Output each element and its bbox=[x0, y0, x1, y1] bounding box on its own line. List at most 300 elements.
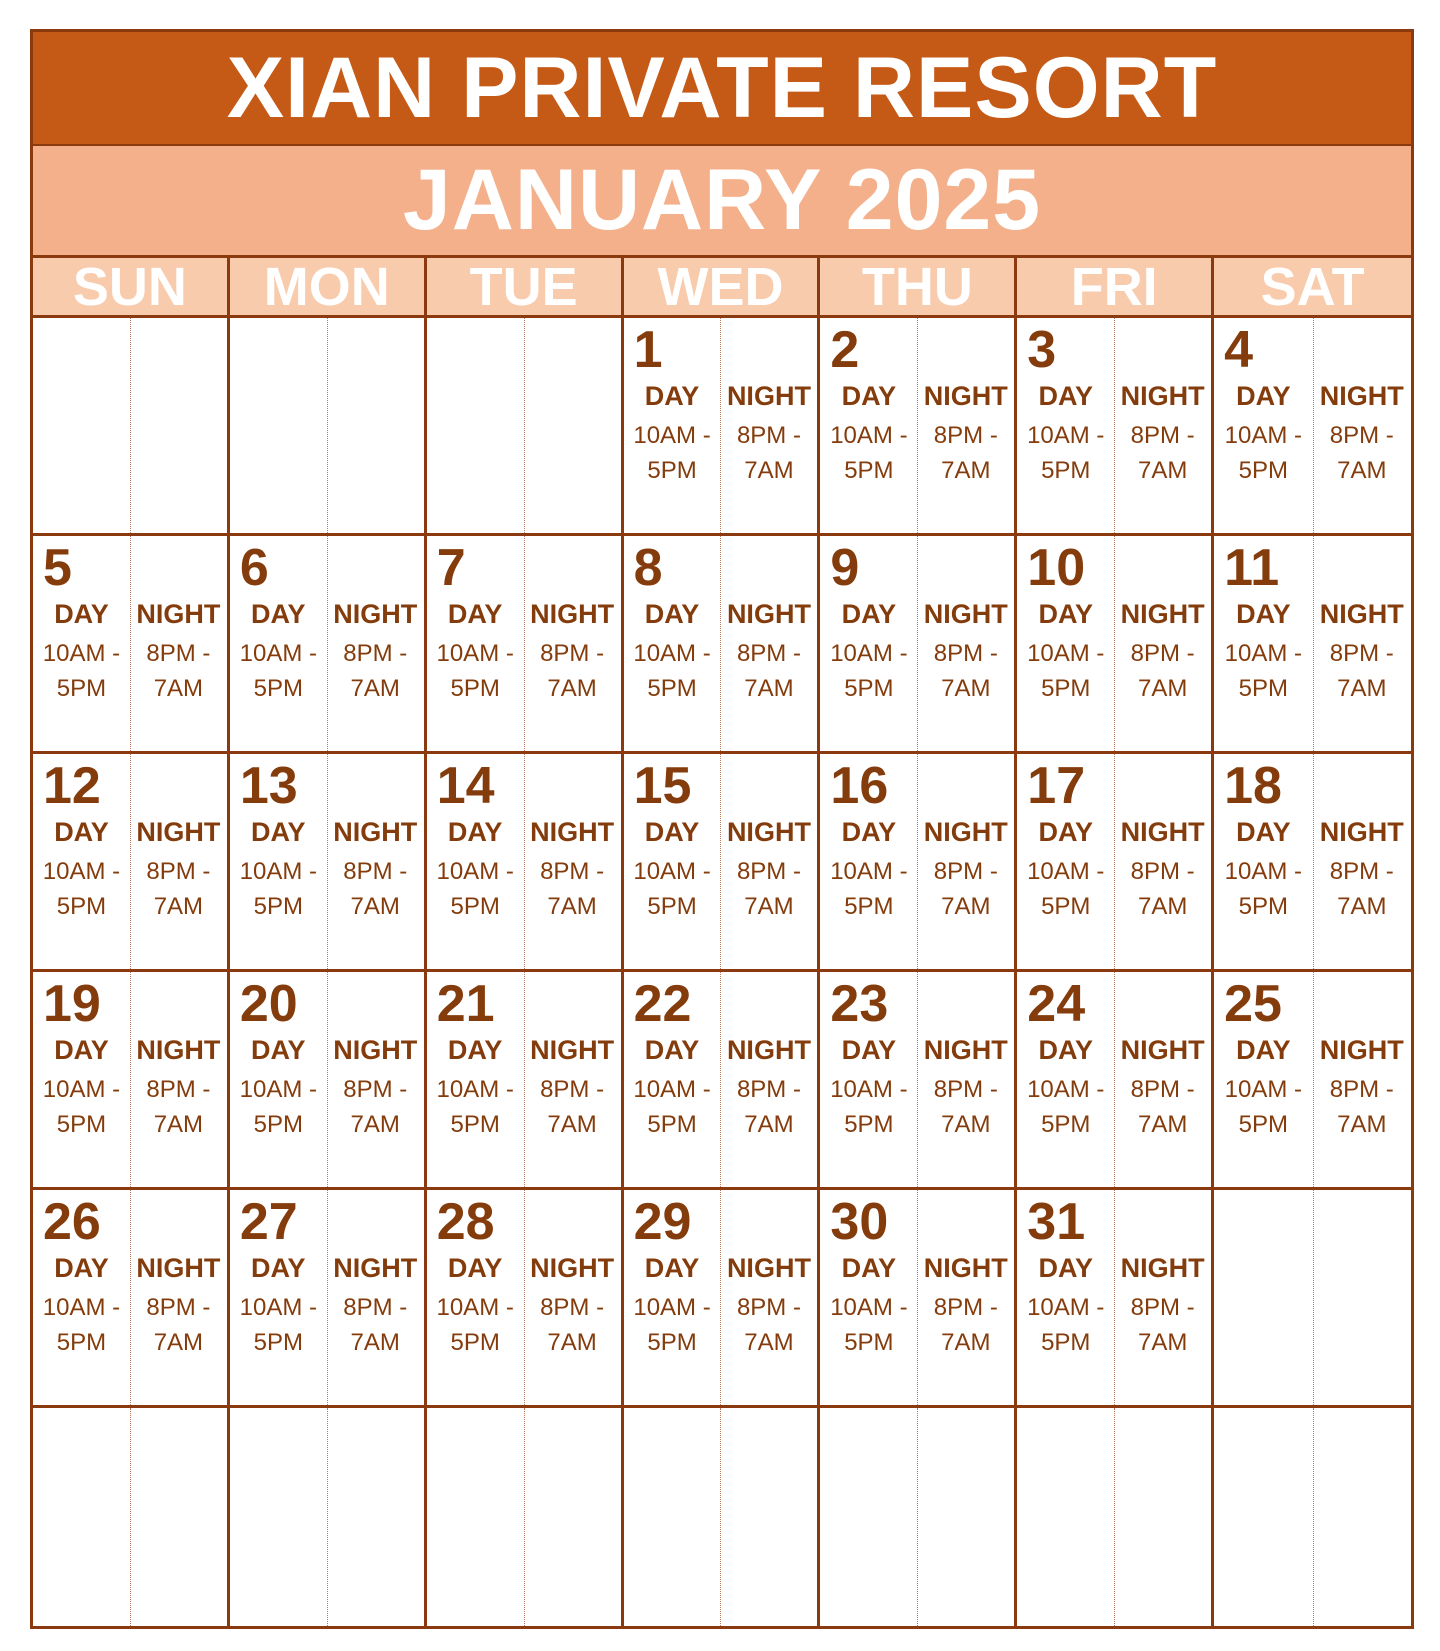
night-time bbox=[917, 636, 1014, 706]
night-label: NIGHT bbox=[1319, 599, 1404, 629]
day-time-end: 5PM bbox=[1238, 1111, 1289, 1138]
night-label: NIGHT bbox=[923, 599, 1008, 629]
day-number: 8 bbox=[633, 539, 663, 597]
day-label: DAY bbox=[447, 817, 503, 847]
night-time bbox=[1313, 1072, 1411, 1142]
night-time-end: 7AM bbox=[153, 1329, 204, 1356]
day-label: DAY bbox=[841, 1035, 897, 1065]
day-time-end: 5PM bbox=[647, 1111, 697, 1138]
night-label: NIGHT bbox=[726, 817, 811, 847]
day-label: DAY bbox=[1236, 381, 1291, 411]
resort-calendar bbox=[30, 29, 1414, 1629]
day-cell bbox=[33, 1190, 230, 1408]
day-time bbox=[820, 1290, 917, 1360]
day-time bbox=[230, 636, 327, 706]
night-label: NIGHT bbox=[136, 599, 221, 629]
day-label: DAY bbox=[54, 1253, 109, 1283]
day-cell bbox=[33, 754, 230, 972]
day-number: 3 bbox=[1027, 321, 1057, 379]
empty-day-cell bbox=[427, 1408, 624, 1626]
day-time bbox=[33, 636, 130, 706]
day-time bbox=[427, 1290, 524, 1360]
night-time-end: 7AM bbox=[547, 1111, 597, 1138]
night-time-start: 8PM - bbox=[540, 1076, 605, 1103]
day-time-end: 5PM bbox=[1041, 1329, 1091, 1356]
day-number: 22 bbox=[633, 975, 692, 1033]
night-time bbox=[720, 418, 817, 488]
night-slot bbox=[1313, 1034, 1411, 1142]
night-slot bbox=[524, 1252, 621, 1360]
day-cell bbox=[820, 318, 1017, 536]
night-time-end: 7AM bbox=[941, 1329, 991, 1356]
night-time-end: 7AM bbox=[350, 1329, 400, 1356]
night-time-end: 7AM bbox=[153, 893, 204, 920]
night-time bbox=[524, 636, 621, 706]
night-slot bbox=[917, 598, 1014, 706]
night-time-end: 7AM bbox=[350, 675, 400, 702]
night-time-start: 8PM - bbox=[540, 858, 605, 885]
night-time bbox=[130, 636, 227, 706]
day-cell bbox=[624, 972, 821, 1190]
night-time-end: 7AM bbox=[941, 893, 991, 920]
day-time-start: 10AM - bbox=[1224, 858, 1303, 885]
night-time-start: 8PM - bbox=[146, 858, 211, 885]
night-time-end: 7AM bbox=[1137, 1111, 1188, 1138]
night-label: NIGHT bbox=[530, 599, 615, 629]
night-slot bbox=[1114, 380, 1211, 488]
night-slot bbox=[327, 598, 424, 706]
empty-day-cell bbox=[230, 1408, 427, 1626]
day-slot bbox=[820, 598, 917, 706]
day-time-start: 10AM - bbox=[830, 1294, 908, 1321]
day-label: DAY bbox=[54, 1035, 109, 1065]
day-number: 27 bbox=[239, 1193, 298, 1251]
night-slot bbox=[327, 816, 424, 924]
day-time-start: 10AM - bbox=[633, 858, 711, 885]
day-label: DAY bbox=[1236, 1035, 1291, 1065]
day-time-start: 10AM - bbox=[436, 640, 514, 667]
day-time bbox=[820, 854, 917, 924]
night-time bbox=[130, 1072, 227, 1142]
day-label: DAY bbox=[644, 1035, 700, 1065]
day-time-end: 5PM bbox=[1041, 1111, 1091, 1138]
day-time-start: 10AM - bbox=[42, 1294, 121, 1321]
day-cell bbox=[230, 536, 427, 754]
night-time-start: 8PM - bbox=[933, 640, 998, 667]
day-time-end: 5PM bbox=[647, 893, 697, 920]
night-label: NIGHT bbox=[923, 1035, 1008, 1065]
weekday-wed: WED bbox=[624, 258, 821, 315]
day-cell bbox=[624, 1190, 821, 1408]
day-time-start: 10AM - bbox=[1027, 858, 1105, 885]
night-slot bbox=[917, 816, 1014, 924]
day-time-end: 5PM bbox=[1041, 457, 1091, 484]
day-grid bbox=[33, 318, 1411, 1626]
day-time bbox=[230, 1290, 327, 1360]
day-time bbox=[427, 636, 524, 706]
night-slot bbox=[524, 816, 621, 924]
day-time-start: 10AM - bbox=[1224, 640, 1303, 667]
slot-divider bbox=[1313, 1190, 1314, 1405]
day-time bbox=[624, 854, 721, 924]
day-label: DAY bbox=[841, 817, 897, 847]
night-time bbox=[1114, 1072, 1211, 1142]
night-slot bbox=[130, 816, 227, 924]
night-time-start: 8PM - bbox=[1130, 1294, 1195, 1321]
day-label: DAY bbox=[251, 817, 306, 847]
night-slot bbox=[720, 380, 817, 488]
day-slot bbox=[427, 598, 524, 706]
day-time-start: 10AM - bbox=[239, 640, 317, 667]
night-time-start: 8PM - bbox=[933, 1076, 998, 1103]
night-time-start: 8PM - bbox=[1329, 422, 1394, 449]
day-time-start: 10AM - bbox=[830, 858, 908, 885]
night-slot bbox=[720, 1252, 817, 1360]
day-time bbox=[624, 636, 721, 706]
night-time-start: 8PM - bbox=[1130, 640, 1195, 667]
day-label: DAY bbox=[54, 817, 109, 847]
day-time-end: 5PM bbox=[253, 893, 303, 920]
day-time bbox=[1214, 854, 1312, 924]
day-time-start: 10AM - bbox=[239, 1076, 317, 1103]
empty-day-cell bbox=[1214, 1408, 1411, 1626]
night-time-start: 8PM - bbox=[1130, 1076, 1195, 1103]
night-time bbox=[917, 854, 1014, 924]
night-time-start: 8PM - bbox=[146, 640, 211, 667]
weekday-mon: MON bbox=[230, 258, 427, 315]
night-time bbox=[130, 854, 227, 924]
day-time-end: 5PM bbox=[647, 457, 697, 484]
night-time bbox=[917, 418, 1014, 488]
night-slot bbox=[1114, 598, 1211, 706]
night-time bbox=[720, 854, 817, 924]
empty-day-cell bbox=[33, 1408, 230, 1626]
day-slot bbox=[1214, 380, 1312, 488]
night-time-start: 8PM - bbox=[343, 1294, 408, 1321]
day-time-start: 10AM - bbox=[42, 1076, 121, 1103]
day-time-end: 5PM bbox=[844, 1111, 894, 1138]
day-cell bbox=[1214, 972, 1411, 1190]
day-cell bbox=[33, 972, 230, 1190]
day-time-end: 5PM bbox=[1238, 457, 1289, 484]
day-cell bbox=[427, 972, 624, 1190]
day-number: 29 bbox=[633, 1193, 692, 1251]
empty-day-cell bbox=[230, 318, 427, 536]
day-time-start: 10AM - bbox=[42, 640, 121, 667]
day-cell bbox=[820, 754, 1017, 972]
day-time-end: 5PM bbox=[647, 1329, 697, 1356]
night-time-end: 7AM bbox=[744, 1111, 794, 1138]
night-slot bbox=[917, 1252, 1014, 1360]
night-time-start: 8PM - bbox=[1329, 858, 1394, 885]
night-label: NIGHT bbox=[530, 817, 615, 847]
night-time-start: 8PM - bbox=[933, 422, 998, 449]
night-slot bbox=[720, 816, 817, 924]
day-time bbox=[820, 1072, 917, 1142]
day-time-start: 10AM - bbox=[1224, 422, 1303, 449]
resort-title: XIAN PRIVATE RESORT bbox=[33, 32, 1411, 146]
day-time bbox=[1017, 1072, 1114, 1142]
day-cell bbox=[1214, 318, 1411, 536]
night-time-start: 8PM - bbox=[540, 640, 605, 667]
day-number: 14 bbox=[436, 757, 495, 815]
day-cell bbox=[624, 318, 821, 536]
day-time-end: 5PM bbox=[450, 675, 500, 702]
night-time bbox=[524, 1072, 621, 1142]
day-number: 7 bbox=[436, 539, 466, 597]
day-number: 10 bbox=[1027, 539, 1086, 597]
day-number: 13 bbox=[239, 757, 298, 815]
night-time-start: 8PM - bbox=[1130, 858, 1195, 885]
slot-divider bbox=[130, 1408, 131, 1626]
day-time bbox=[624, 418, 721, 488]
day-time-start: 10AM - bbox=[1224, 1076, 1303, 1103]
day-time bbox=[1017, 418, 1114, 488]
night-time-end: 7AM bbox=[1137, 675, 1188, 702]
night-time-start: 8PM - bbox=[146, 1076, 211, 1103]
day-cell bbox=[427, 1190, 624, 1408]
empty-day-cell bbox=[33, 318, 230, 536]
night-time bbox=[327, 854, 424, 924]
night-slot bbox=[130, 1034, 227, 1142]
night-label: NIGHT bbox=[136, 817, 221, 847]
day-label: DAY bbox=[251, 1253, 306, 1283]
day-slot bbox=[820, 1252, 917, 1360]
day-time-end: 5PM bbox=[450, 1329, 500, 1356]
night-time bbox=[1313, 636, 1411, 706]
night-time-end: 7AM bbox=[350, 893, 400, 920]
day-number: 11 bbox=[1224, 539, 1280, 597]
day-label: DAY bbox=[644, 599, 700, 629]
slot-divider bbox=[1313, 1408, 1314, 1626]
day-cell bbox=[1214, 536, 1411, 754]
day-time-end: 5PM bbox=[844, 457, 894, 484]
night-time bbox=[1114, 1290, 1211, 1360]
day-slot bbox=[427, 816, 524, 924]
night-label: NIGHT bbox=[1120, 599, 1205, 629]
day-cell bbox=[1017, 1190, 1214, 1408]
night-slot bbox=[1114, 1252, 1211, 1360]
slot-divider bbox=[130, 318, 131, 533]
weekday-thu: THU bbox=[820, 258, 1017, 315]
day-time bbox=[1214, 418, 1312, 488]
day-number: 21 bbox=[436, 975, 495, 1033]
night-time-end: 7AM bbox=[744, 1329, 794, 1356]
day-time-end: 5PM bbox=[1041, 675, 1091, 702]
night-label: NIGHT bbox=[1120, 381, 1205, 411]
night-slot bbox=[130, 1252, 227, 1360]
weekday-sat: SAT bbox=[1260, 256, 1365, 317]
night-time-start: 8PM - bbox=[343, 858, 408, 885]
day-slot bbox=[427, 1034, 524, 1142]
night-time bbox=[917, 1290, 1014, 1360]
day-time-start: 10AM - bbox=[239, 1294, 317, 1321]
day-time-end: 5PM bbox=[56, 893, 107, 920]
night-time bbox=[1114, 636, 1211, 706]
day-number: 15 bbox=[633, 757, 692, 815]
day-label: DAY bbox=[447, 1035, 503, 1065]
night-time bbox=[130, 1290, 227, 1360]
night-time bbox=[720, 1290, 817, 1360]
day-time-end: 5PM bbox=[253, 1329, 303, 1356]
night-time-end: 7AM bbox=[744, 893, 794, 920]
night-time bbox=[327, 1290, 424, 1360]
day-slot bbox=[1214, 598, 1312, 706]
day-cell bbox=[230, 754, 427, 972]
night-time bbox=[1313, 854, 1411, 924]
day-time bbox=[427, 854, 524, 924]
night-time-end: 7AM bbox=[153, 675, 204, 702]
day-slot bbox=[820, 380, 917, 488]
day-cell bbox=[427, 536, 624, 754]
night-time-start: 8PM - bbox=[736, 640, 801, 667]
night-time-end: 7AM bbox=[1137, 457, 1188, 484]
day-time bbox=[1017, 854, 1114, 924]
night-time-end: 7AM bbox=[1337, 893, 1387, 920]
day-slot bbox=[1017, 1252, 1114, 1360]
day-number: 6 bbox=[239, 539, 269, 597]
night-label: NIGHT bbox=[923, 817, 1008, 847]
night-time-end: 7AM bbox=[547, 1329, 597, 1356]
day-time bbox=[1214, 1072, 1312, 1142]
night-time-end: 7AM bbox=[941, 675, 991, 702]
day-number: 23 bbox=[830, 975, 889, 1033]
night-label: NIGHT bbox=[726, 1253, 811, 1283]
day-time bbox=[230, 854, 327, 924]
night-time-start: 8PM - bbox=[736, 858, 801, 885]
night-label: NIGHT bbox=[136, 1035, 221, 1065]
day-time bbox=[230, 1072, 327, 1142]
slot-divider bbox=[1114, 1408, 1115, 1626]
night-slot bbox=[1313, 380, 1411, 488]
day-cell bbox=[1214, 754, 1411, 972]
day-slot bbox=[33, 1034, 130, 1142]
night-label: NIGHT bbox=[726, 599, 811, 629]
night-slot bbox=[1114, 1034, 1211, 1142]
day-label: DAY bbox=[841, 381, 897, 411]
night-time-start: 8PM - bbox=[343, 640, 408, 667]
day-time-end: 5PM bbox=[56, 1329, 107, 1356]
day-number: 16 bbox=[830, 757, 889, 815]
day-cell bbox=[820, 536, 1017, 754]
slot-divider bbox=[917, 1408, 918, 1626]
day-time-end: 5PM bbox=[1041, 893, 1091, 920]
night-label: NIGHT bbox=[923, 1253, 1008, 1283]
night-slot bbox=[327, 1252, 424, 1360]
night-time bbox=[1114, 418, 1211, 488]
day-cell bbox=[33, 536, 230, 754]
day-number: 1 bbox=[633, 321, 663, 379]
day-label: DAY bbox=[644, 381, 700, 411]
day-slot bbox=[624, 816, 721, 924]
night-time-end: 7AM bbox=[547, 893, 597, 920]
night-label: NIGHT bbox=[333, 817, 418, 847]
day-slot bbox=[230, 598, 327, 706]
night-time-end: 7AM bbox=[744, 457, 794, 484]
day-label: DAY bbox=[447, 599, 503, 629]
night-slot bbox=[917, 1034, 1014, 1142]
night-time bbox=[917, 1072, 1014, 1142]
night-label: NIGHT bbox=[1120, 817, 1205, 847]
day-time-end: 5PM bbox=[647, 675, 697, 702]
day-slot bbox=[1017, 816, 1114, 924]
empty-day-cell bbox=[820, 1408, 1017, 1626]
night-time-start: 8PM - bbox=[1329, 640, 1394, 667]
night-label: NIGHT bbox=[530, 1035, 615, 1065]
day-time-end: 5PM bbox=[450, 893, 500, 920]
day-number: 31 bbox=[1027, 1193, 1086, 1251]
day-cell bbox=[1017, 536, 1214, 754]
day-time bbox=[33, 1290, 130, 1360]
day-time-start: 10AM - bbox=[1027, 1294, 1105, 1321]
night-slot bbox=[327, 1034, 424, 1142]
day-slot bbox=[624, 1252, 721, 1360]
day-number: 30 bbox=[830, 1193, 889, 1251]
day-cell bbox=[1017, 972, 1214, 1190]
night-label: NIGHT bbox=[333, 1035, 418, 1065]
day-time-end: 5PM bbox=[253, 675, 303, 702]
day-time bbox=[1214, 636, 1312, 706]
day-slot bbox=[1214, 1034, 1312, 1142]
day-number: 18 bbox=[1224, 757, 1282, 815]
weekday-header-row bbox=[33, 258, 1411, 318]
day-slot bbox=[33, 598, 130, 706]
day-time-start: 10AM - bbox=[633, 640, 711, 667]
day-number: 26 bbox=[43, 1193, 101, 1251]
night-label: NIGHT bbox=[136, 1253, 221, 1283]
night-time-start: 8PM - bbox=[146, 1294, 211, 1321]
day-time bbox=[820, 418, 917, 488]
day-number: 20 bbox=[239, 975, 298, 1033]
day-label: DAY bbox=[644, 817, 700, 847]
day-label: DAY bbox=[54, 599, 109, 629]
day-time-start: 10AM - bbox=[633, 1294, 711, 1321]
night-label: NIGHT bbox=[726, 1035, 811, 1065]
day-time-end: 5PM bbox=[1238, 675, 1289, 702]
day-label: DAY bbox=[644, 1253, 700, 1283]
night-time-end: 7AM bbox=[1337, 1111, 1387, 1138]
night-time-end: 7AM bbox=[350, 1111, 400, 1138]
day-number: 9 bbox=[830, 539, 860, 597]
day-label: DAY bbox=[1038, 817, 1093, 847]
day-time-end: 5PM bbox=[253, 1111, 303, 1138]
day-time bbox=[1017, 1290, 1114, 1360]
night-slot bbox=[720, 1034, 817, 1142]
night-time-start: 8PM - bbox=[933, 858, 998, 885]
night-slot bbox=[1114, 816, 1211, 924]
day-number: 24 bbox=[1027, 975, 1086, 1033]
night-time bbox=[327, 1072, 424, 1142]
day-number: 5 bbox=[43, 539, 72, 597]
day-time bbox=[624, 1290, 721, 1360]
day-number: 12 bbox=[43, 757, 101, 815]
day-time-end: 5PM bbox=[844, 675, 894, 702]
day-slot bbox=[1017, 1034, 1114, 1142]
day-time-start: 10AM - bbox=[830, 422, 908, 449]
day-time-start: 10AM - bbox=[633, 422, 711, 449]
night-time-end: 7AM bbox=[941, 1111, 991, 1138]
day-time-end: 5PM bbox=[56, 675, 107, 702]
night-time-start: 8PM - bbox=[933, 1294, 998, 1321]
empty-day-cell bbox=[1214, 1190, 1411, 1408]
day-time bbox=[427, 1072, 524, 1142]
day-time bbox=[624, 1072, 721, 1142]
night-time-end: 7AM bbox=[1337, 457, 1387, 484]
night-time bbox=[1114, 854, 1211, 924]
day-time-start: 10AM - bbox=[1027, 1076, 1105, 1103]
night-slot bbox=[1313, 816, 1411, 924]
night-time bbox=[524, 854, 621, 924]
